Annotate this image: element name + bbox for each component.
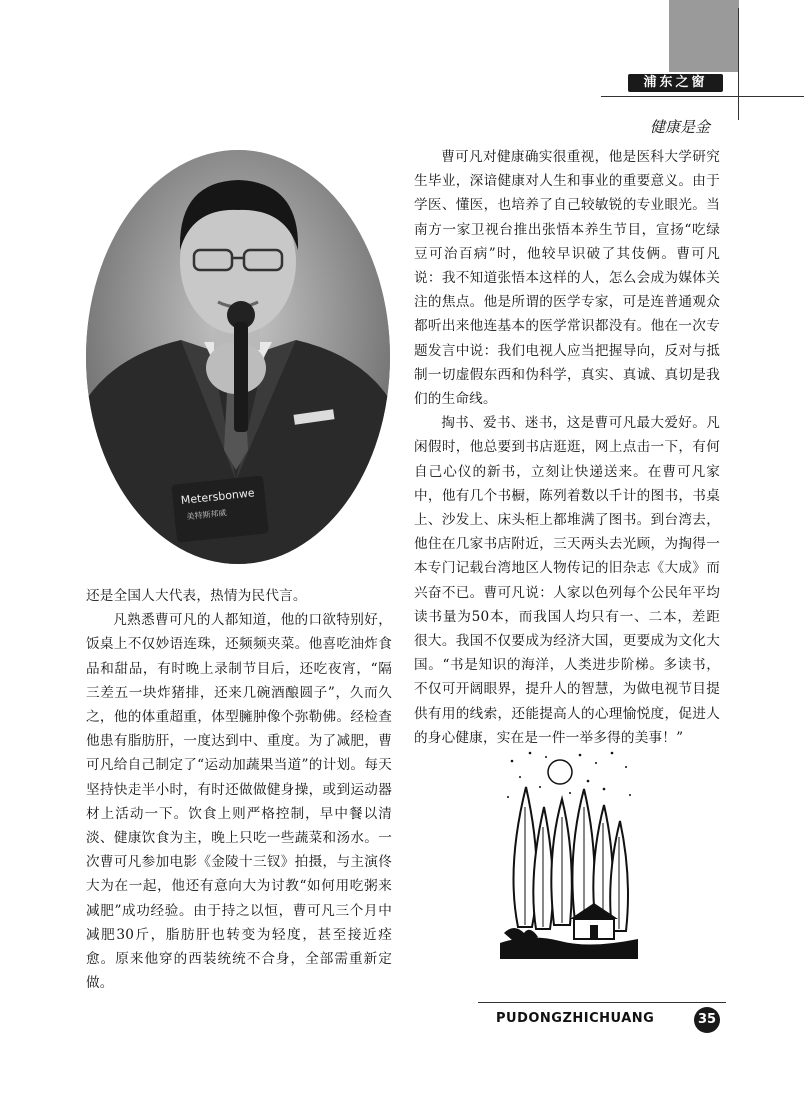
right-paragraph-2: 掏书、爱书、迷书，这是曹可凡最大爱好。凡闲假时，他总要到书店逛逛，网上点击一下，有何自己心仪的新书，立刻让快递送来。在曹可凡家中，他有几个书橱，陈列着数以千计的图书，书桌上、沙发上、床头柜上都堆满了图书。到台湾去，他住在几家书店附近，三天两头去光顾，为掏得一本专门记载台湾地区人物传记的旧杂志《大成》而兴奋不已。曹可凡说：人家以色列每个公民年平均读书量为50本，而我国人均只有一、二本，差距很大。我国不仅要成为经济大国，更要成为文化大国。“书是知识的海洋，人类进步阶梯。多读书，不仅可开阔眼界，提升人的智慧，为做电视节目提供有用的线索，还能提高人的心理愉悦度，促进人的身心健康，实在是一件一举多得的美事！” (414, 415, 720, 746)
left-text-column (86, 584, 392, 995)
left-paragraph: 凡熟悉曹可凡的人都知道，他的口欲特别好，饭桌上不仅妙语连珠，还频频夹菜。他喜吃油炸食品和甜品，有时晚上录制节目后，还吃夜宵，“隔三差五一块炸猪排，还来几碗酒酿圆子”，久而久之，他的体重超重，体型臃肿像个弥勒佛。经检查他患有脂肪肝，一度达到中、重度。为了减肥，曹可凡给自己制定了“运动加蔬果当道”的计划。每天坚持快走半小时，有时还做做健身操，或到运动器材上活动一下。饮食上则严格控制，早中餐以清淡、健康饮食为主，晚上只吃一些蔬菜和汤水。一次曹可凡参加电影《金陵十三钗》拍摄，与主演佟大为在一起，他还有意向大为讨教“如何用吃粥来减肥”成功经验。由于持之以恒，曹可凡三个月中减肥30斤，脂肪肝也转变为轻度，甚至接近痊愈。原来他穿的西装统统不合身，全部需重新定做。 (86, 612, 392, 992)
card-text-line1: Metersbonwe (180, 486, 256, 508)
portrait-photo (86, 150, 390, 564)
footer-rule (478, 1002, 726, 1003)
forest-illustration (500, 747, 638, 959)
left-lead-line: 还是全国人大代表，热情为民代言。 (86, 588, 307, 604)
right-paragraph-1: 曹可凡对健康确实很重视，他是医科大学研究生毕业，深谙健康对人生和事业的重要意义。由于学医、懂医，也培养了自己较敏锐的专业眼光。当南方一家卫视台推出张悟本养生节目，宣扬“吃绿豆可治百病”时，他较早识破了其伎俩。曹可凡说：我不知道张悟本这样的人，怎么会成为媒体关注的焦点。他是所谓的医学专家，可是连普通观众都听出来他连基本的医学常识都没有。他在一次专题发言中说：我们电视人应当把握导向，反对与抵制一切虚假东西和伪科学，真实、真诚、真切是我们的生命线。 (414, 149, 720, 408)
right-text-column (414, 145, 720, 750)
page-number-badge: 35 (694, 1007, 720, 1033)
header-gray-block (669, 0, 739, 72)
section-title: 健康是金 (650, 118, 711, 136)
magazine-brand-label: 浦东之窗 (628, 74, 723, 92)
header-horizontal-rule (601, 96, 804, 97)
card-text-line2: 美特斯邦威 (186, 508, 227, 522)
footer-magazine-name: PUDONGZHICHUANG (496, 1011, 655, 1026)
header-vertical-rule (738, 8, 739, 120)
